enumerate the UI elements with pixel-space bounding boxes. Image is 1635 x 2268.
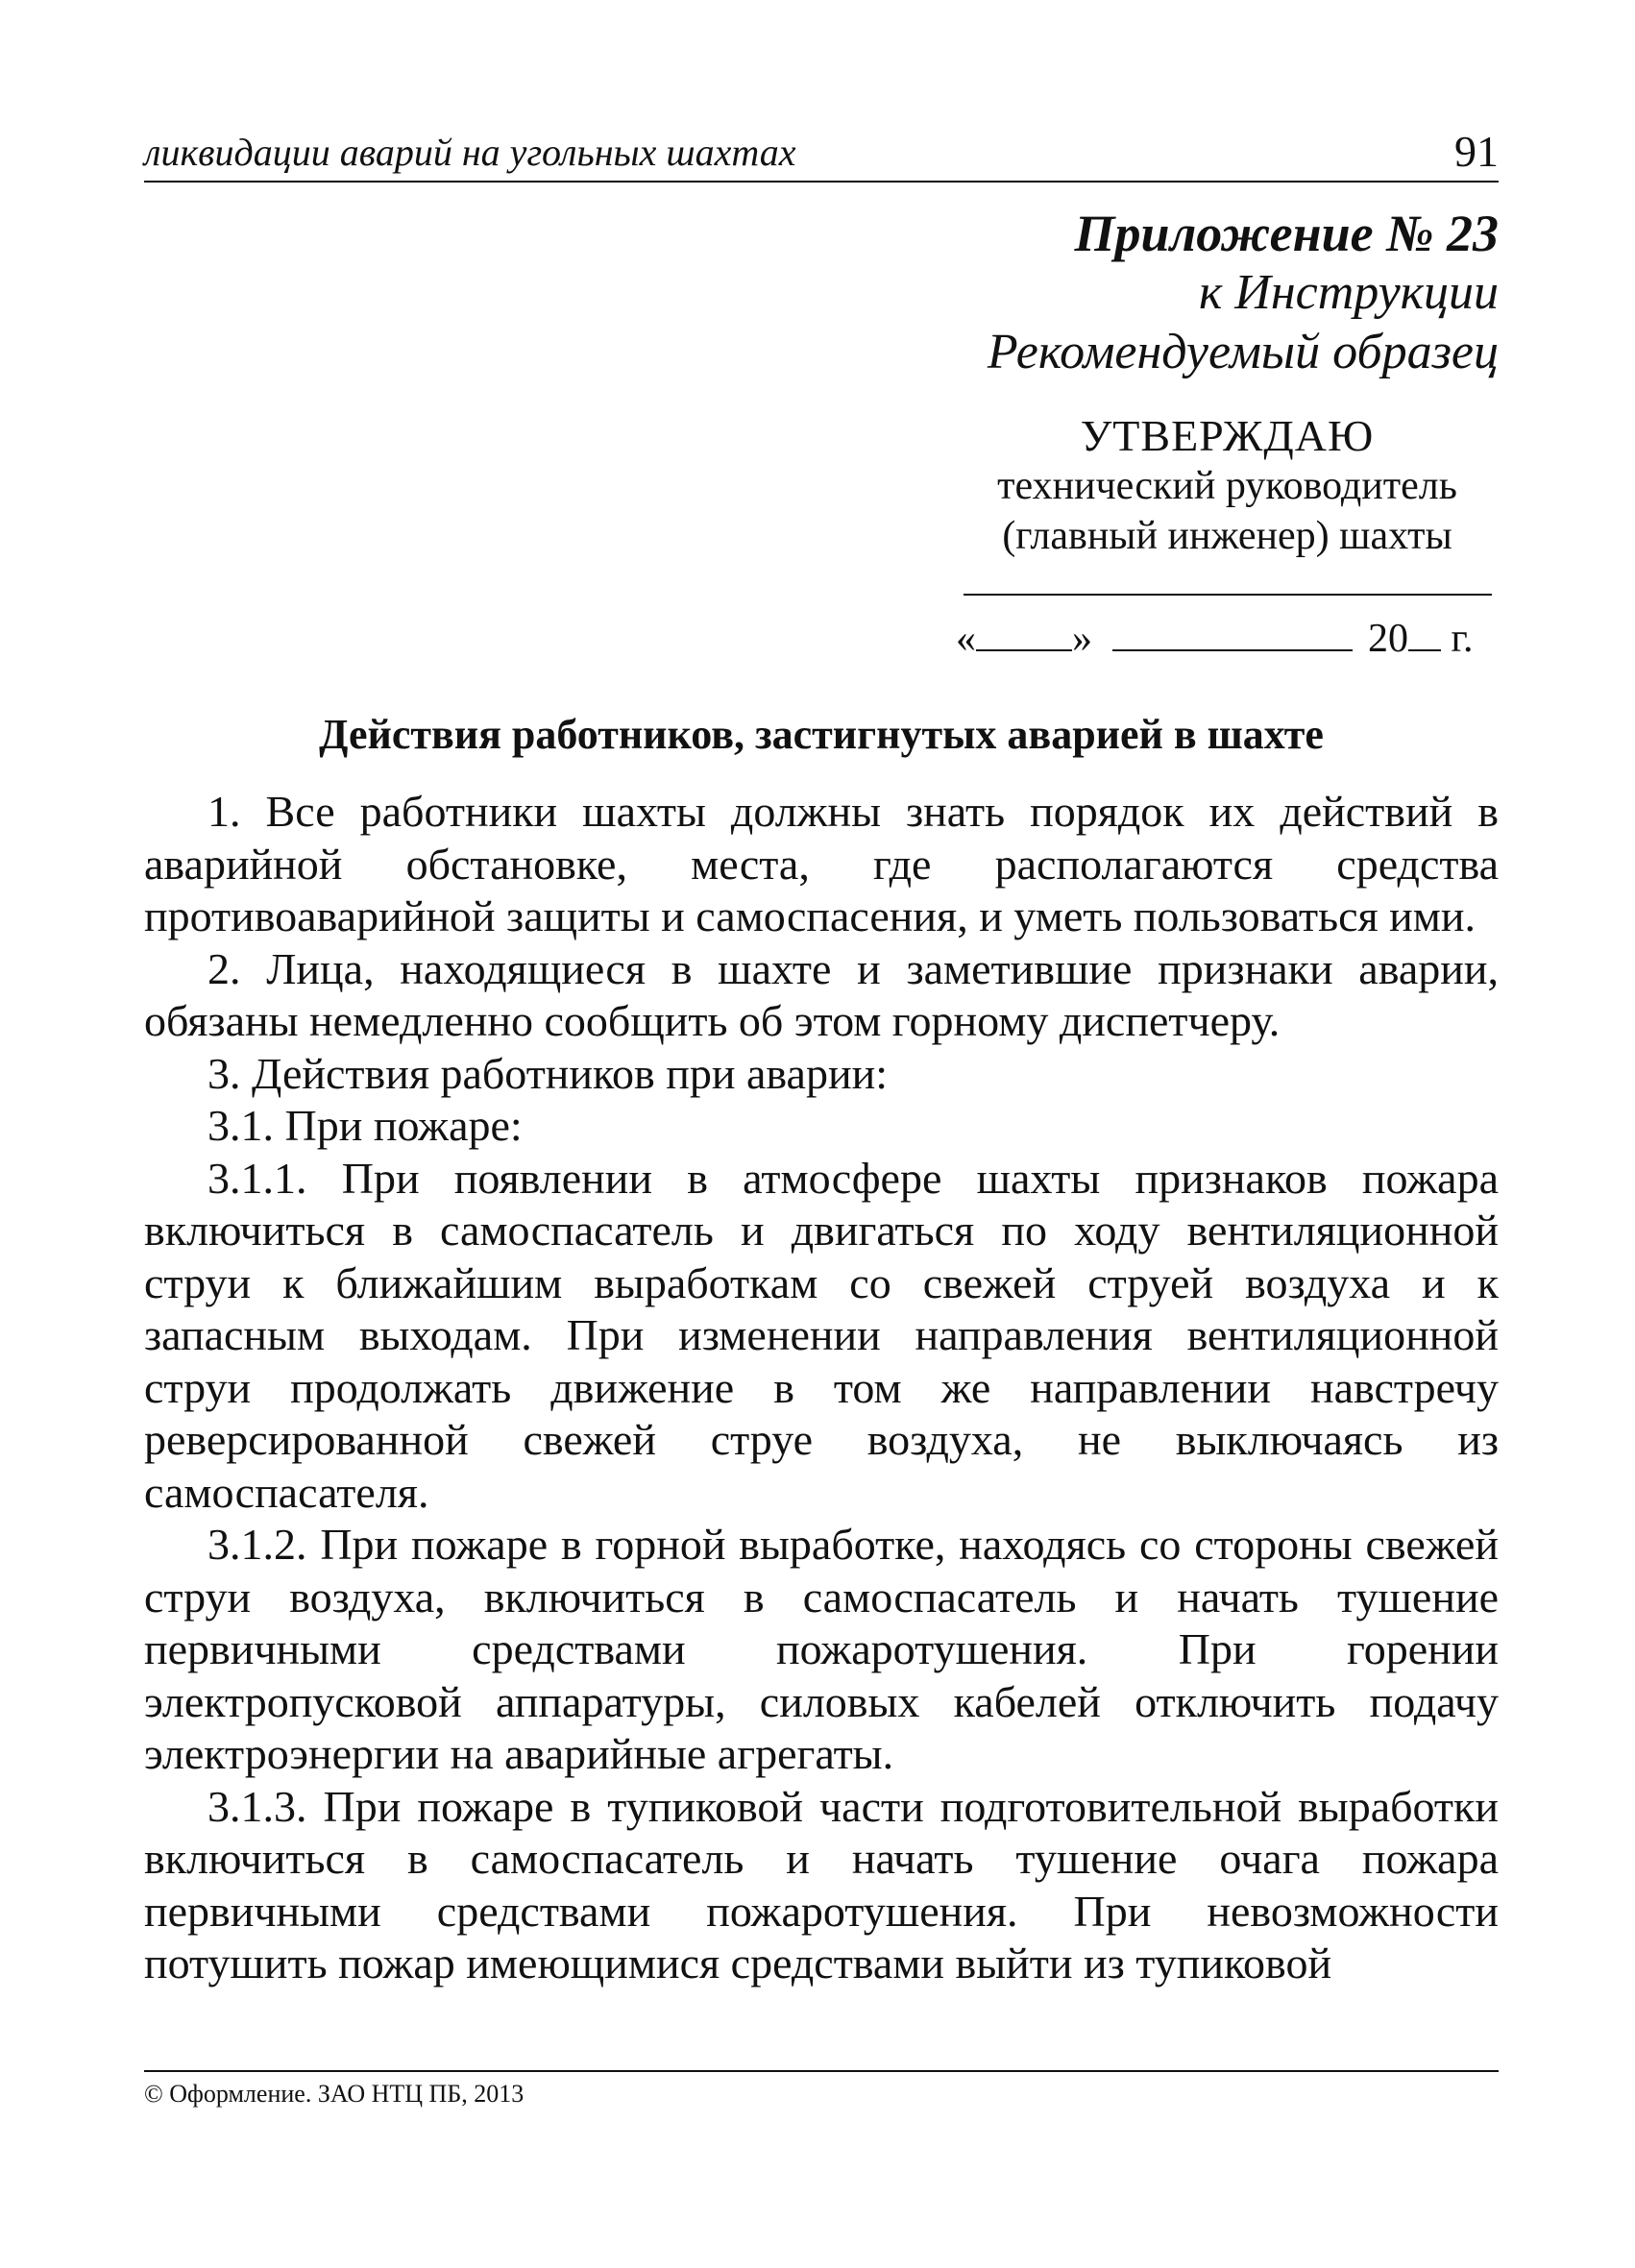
paragraph-3-1-1: 3.1.1. При появлении в атмосфере шахты признаков пожара включиться в самоспасатель и двигаться по ходу вентиляционной струи к ближайшим выработкам со свежей струей воздуха и к запасным выходам. При изменении направления вентиляционной струи продолжать движение в том же направлении навстречу реверсированной свежей струе воздуха, не выключаясь из самоспасателя. [144,1153,1499,1517]
year-prefix: 20 [1368,617,1408,661]
paragraph-3-1: 3.1. При пожаре: [207,1101,523,1150]
paragraph-2: 2. Лица, находящиеся в шахте и заметившие признаки аварии, обязаны немедленно сообщить об этом горному диспетчеру. [144,943,1499,1045]
appendix-title: Приложение № 23 [1074,205,1499,262]
body-text [144,786,1499,1990]
page-number: 91 [1454,127,1499,176]
quote-open: « [956,617,976,661]
approval-position-line1: технический руководитель [997,464,1457,508]
quote-close: » [1072,617,1092,661]
appendix-subtitle: к Инструкции [1198,265,1499,320]
section-heading: Действия работников, застигнутых аварией в шахте [319,711,1324,758]
running-title: ликвидации аварий на угольных шахтах [144,131,796,174]
appendix-block [988,204,1499,382]
paragraph-3-1-2: 3.1.2. При пожаре в горной выработке, находясь со стороны свежей струи воздуха, включиться в самоспасатель и начать тушение первичными средствами пожаротушения. При горении электропусковой аппаратуры, силовых кабелей отключить подачу электроэнергии на аварийные агрегаты. [144,1520,1499,1778]
paragraph-3: 3. Действия работников при аварии: [207,1048,888,1098]
appendix-note: Рекомендуемый образец [987,325,1499,379]
approval-word: УТВЕРЖДАЮ [1080,411,1375,460]
approval-position-line2: (главный инженер) шахты [1002,514,1452,558]
signature-line [964,594,1492,596]
month-blank [1112,613,1353,651]
year-blank [1408,613,1441,651]
paragraph-3-1-3: 3.1.3. При пожаре в тупиковой части подготовительной выработки включиться в самоспасатель и начать тушение очага пожара первичными средствами пожаротушения. При невозможности потушить пожар имеющимися средствами выйти из тупиковой [144,1781,1499,1988]
running-header [144,123,1499,183]
approval-block [956,411,1499,561]
approval-date-line [956,613,1499,664]
footer-copyright: © Оформление. ЗАО НТЦ ПБ, 2013 [144,2080,525,2108]
year-suffix: г. [1451,617,1474,661]
footer-rule [144,2070,1499,2072]
day-blank [976,613,1072,651]
paragraph-1: 1. Все работники шахты должны знать порядок их действий в аварийной обстановке, места, где располагаются средства противоаварийной защиты и самоспасения, и уметь пользоваться ими. [144,787,1499,940]
